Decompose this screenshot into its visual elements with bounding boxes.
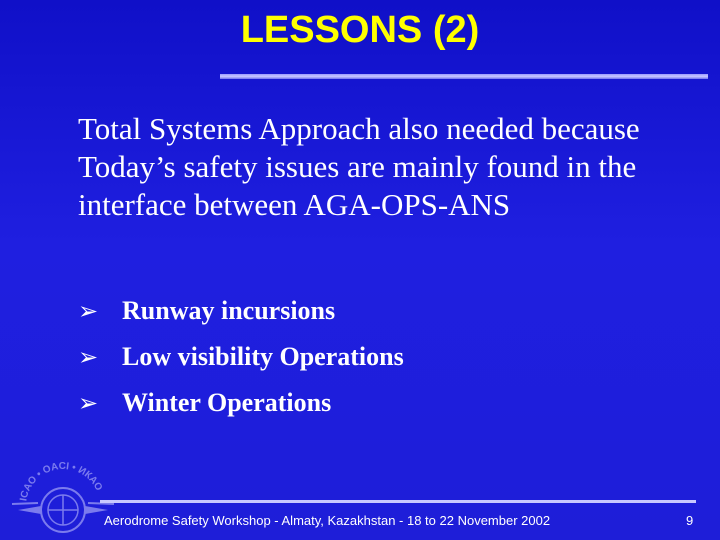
page-number: 9 bbox=[686, 513, 694, 528]
bullet-label: Runway incursions bbox=[122, 296, 336, 325]
title-divider bbox=[220, 74, 708, 79]
slide-title: LESSONS (2) bbox=[240, 9, 480, 51]
bullet-item-winter-operations bbox=[78, 380, 678, 426]
icao-emblem-icon bbox=[8, 448, 118, 540]
arrow-bullet-icon: ➢ bbox=[78, 297, 99, 325]
bullet-list bbox=[78, 288, 678, 426]
emblem-lettering: ICAO • OACI • ИКАО bbox=[18, 460, 105, 502]
bullet-item-low-visibility bbox=[78, 334, 678, 380]
body-paragraph: Total Systems Approach also needed because Today’s safety issues are mainly found in the interface between AGA-OPS-ANS bbox=[78, 111, 640, 222]
bullet-label: Winter Operations bbox=[122, 388, 332, 417]
arrow-bullet-icon: ➢ bbox=[78, 389, 99, 417]
footer-caption: Aerodrome Safety Workshop - Almaty, Kazakhstan - 18 to 22 November 2002 bbox=[104, 513, 551, 528]
bullet-item-runway-incursions bbox=[78, 288, 678, 334]
footer-divider bbox=[100, 500, 696, 503]
bullet-label: Low visibility Operations bbox=[122, 342, 404, 371]
arrow-bullet-icon: ➢ bbox=[78, 343, 99, 371]
